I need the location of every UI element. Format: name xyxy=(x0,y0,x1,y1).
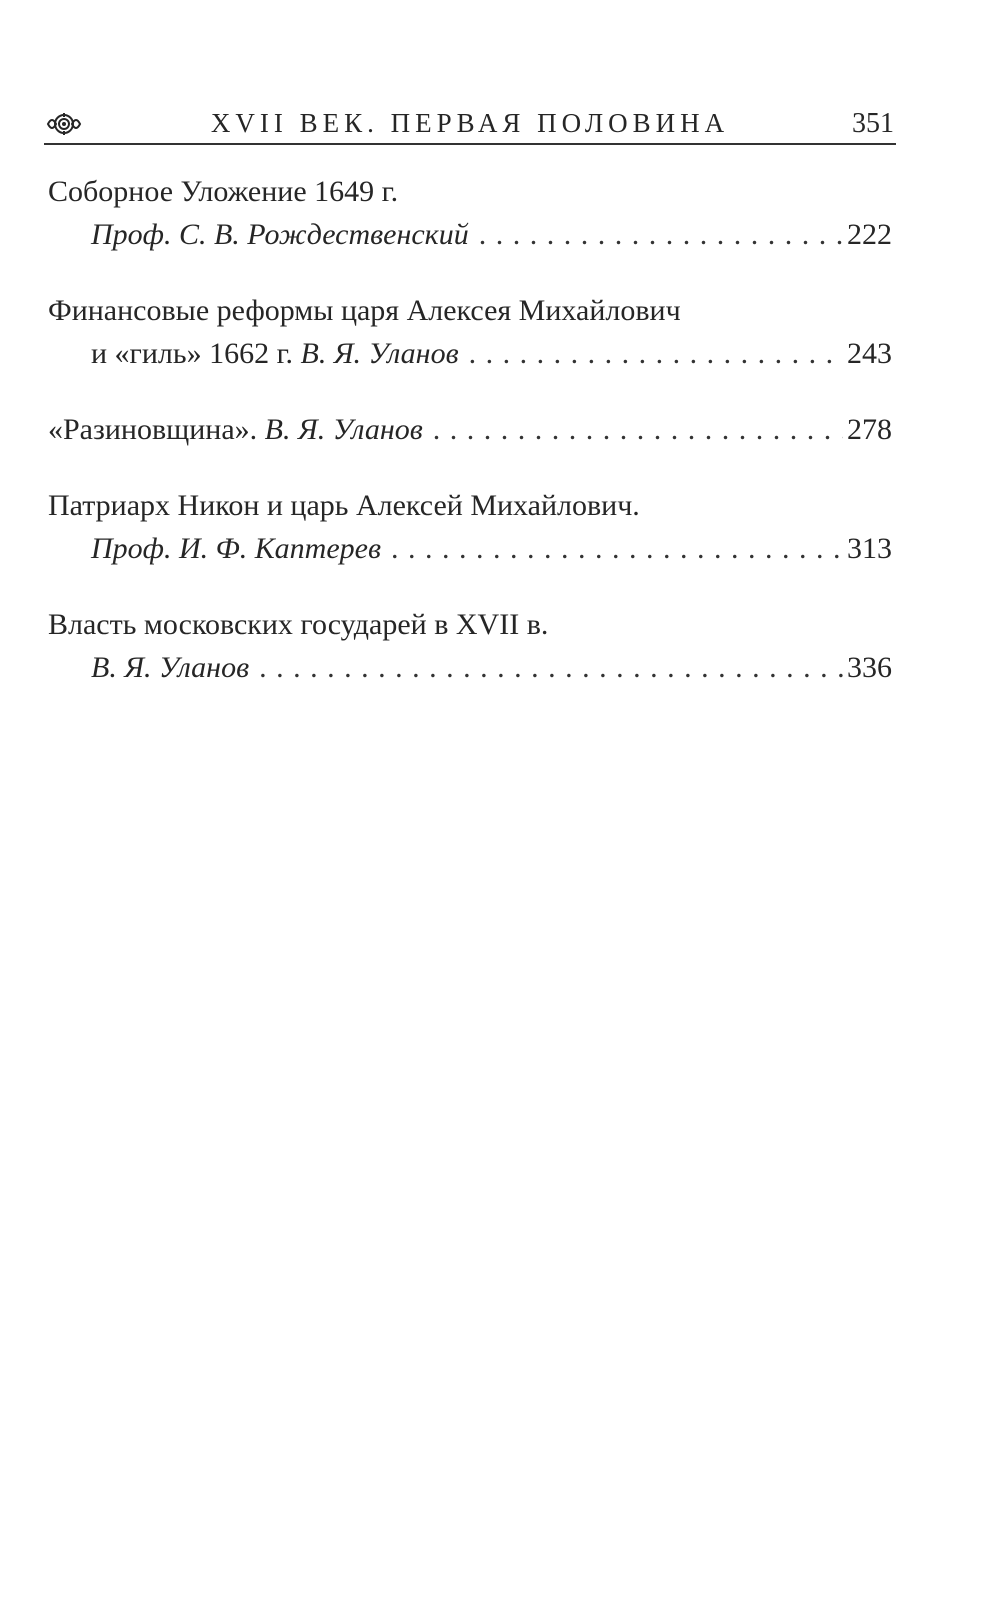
toc-entry-title: Власть московских государей в XVII в. xyxy=(48,608,549,641)
running-title: XVII ВЕК. ПЕРВАЯ ПОЛОВИНА xyxy=(210,108,730,138)
toc-entry-page: 222 xyxy=(847,218,892,251)
dot-leader xyxy=(479,213,843,256)
dot-leader xyxy=(433,408,843,451)
toc-entry-title: Соборное Уложение 1649 г. xyxy=(48,175,399,208)
toc-entry-author: В. Я. Уланов xyxy=(300,337,459,370)
toc-entry xyxy=(48,408,892,451)
toc-entry xyxy=(48,170,892,256)
toc-entry xyxy=(48,289,892,375)
toc-entry xyxy=(48,484,892,570)
dot-leader xyxy=(469,332,843,375)
toc-entry-page: 243 xyxy=(847,337,892,370)
dot-leader xyxy=(391,527,843,570)
toc-entry-title: Патриарх Никон и царь Алексей Михайлович. xyxy=(48,489,640,522)
toc-entry-title: «Разиновщина». xyxy=(48,413,258,446)
toc-entry-author: Проф. И. Ф. Каптерев xyxy=(91,532,381,565)
toc-entry-detail xyxy=(48,213,892,256)
dot-leader xyxy=(259,646,843,689)
running-header xyxy=(44,104,896,144)
toc-entry-page: 278 xyxy=(847,413,892,446)
toc-entry-detail xyxy=(48,527,892,570)
table-of-contents xyxy=(48,170,892,722)
page-number: 351 xyxy=(852,108,894,139)
toc-entry-detail xyxy=(48,646,892,689)
toc-entry-author: В. Я. Уланов xyxy=(264,413,423,446)
toc-entry-detail xyxy=(48,332,892,375)
toc-entry-title: Финансовые реформы царя Алексея Михайлович xyxy=(48,294,681,327)
header-rule xyxy=(44,143,896,145)
toc-entry-author: Проф. С. В. Рождественский xyxy=(91,218,469,251)
toc-entry-page: 336 xyxy=(847,651,892,684)
toc-entry-prefix: и «гиль» 1662 г. xyxy=(91,337,293,370)
toc-entry-author: В. Я. Уланов xyxy=(91,651,250,684)
toc-entry xyxy=(48,603,892,689)
toc-entry-page: 313 xyxy=(847,532,892,565)
